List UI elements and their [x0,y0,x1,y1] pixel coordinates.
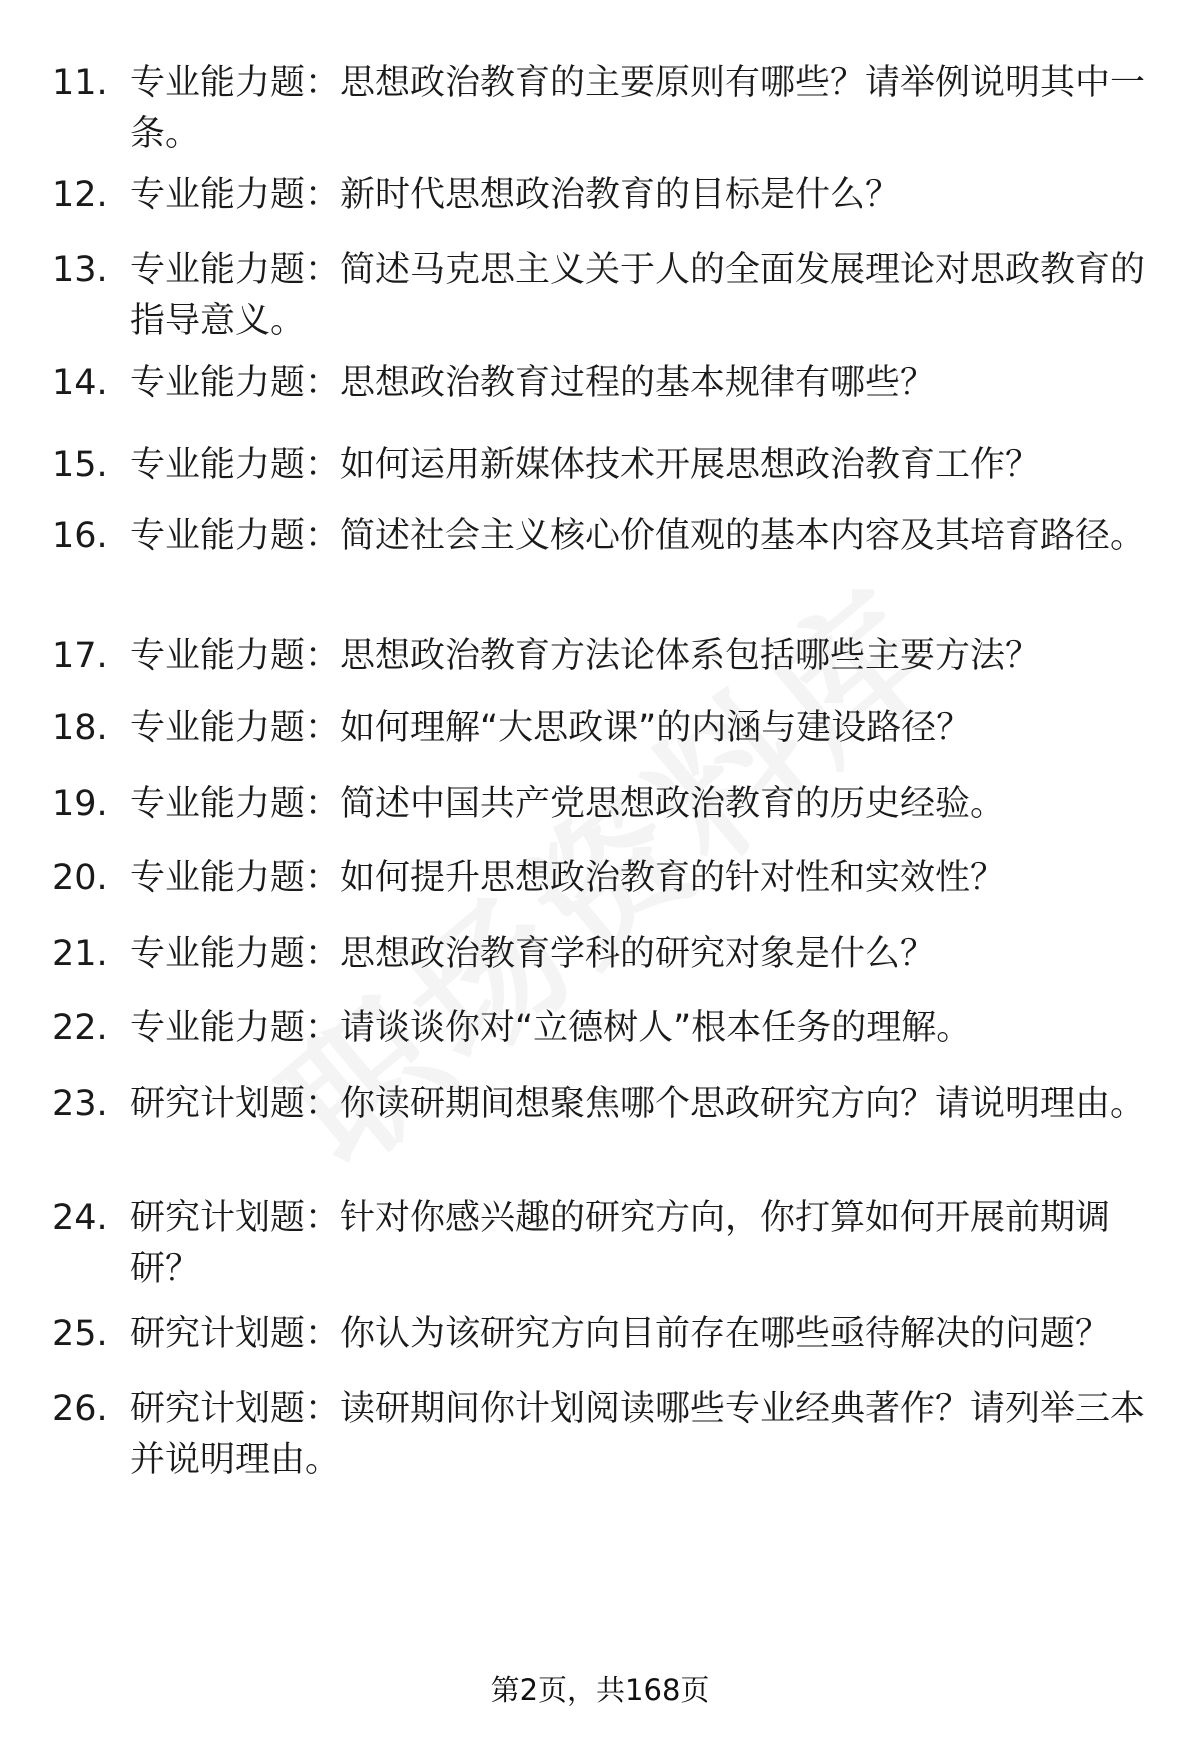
question-text: 专业能力题：简述社会主义核心价值观的基本内容及其培育路径。 [130,516,1146,556]
question-item [52,1079,1152,1130]
question-text: 专业能力题：思想政治教育过程的基本规律有哪些？ [130,363,936,403]
question-number: 22. [52,1008,108,1048]
question-number: 12. [52,175,108,215]
question-item [52,1384,1152,1486]
question-number: 15. [52,445,108,485]
question-text: 专业能力题：思想政治教育学科的研究对象是什么？ [130,934,936,974]
question-number: 14. [52,363,108,403]
question-number: 26. [52,1389,108,1429]
question-text: 研究计划题：你认为该研究方向目前存在哪些亟待解决的问题？ [130,1314,1111,1354]
question-item [52,511,1152,562]
question-number: 16. [52,516,108,556]
question-item [52,1003,1152,1054]
question-text: 研究计划题：针对你感兴趣的研究方向，你打算如何开展前期调研？ [130,1198,1111,1289]
question-number: 20. [52,858,108,898]
question-number: 25. [52,1314,108,1354]
question-item [52,170,1152,221]
page-footer: 第2页，共168页 [490,1673,710,1707]
question-item [52,631,1152,682]
question-item [52,245,1152,347]
question-text: 专业能力题：简述马克思主义关于人的全面发展理论对思政教育的指导意义。 [130,250,1146,341]
question-item [52,440,1152,491]
question-number: 24. [52,1198,108,1238]
question-item [52,929,1152,980]
question-text: 研究计划题：读研期间你计划阅读哪些专业经典著作？请列举三本并说明理由。 [130,1389,1146,1480]
question-item [52,853,1152,904]
question-item [52,1309,1152,1360]
question-item [52,1193,1152,1295]
question-text: 专业能力题：简述中国共产党思想政治教育的历史经验。 [130,784,1006,824]
question-text: 专业能力题：思想政治教育方法论体系包括哪些主要方法？ [130,636,1041,676]
question-item [52,703,1152,754]
question-item [52,358,1152,409]
question-number: 21. [52,934,108,974]
question-text: 专业能力题：如何理解“大思政课”的内涵与建设路径？ [130,708,972,748]
question-number: 19. [52,784,108,824]
question-number: 11. [52,63,108,103]
question-number: 18. [52,708,108,748]
question-number: 23. [52,1084,108,1124]
question-text: 研究计划题：你读研期间想聚焦哪个思政研究方向？请说明理由。 [130,1084,1146,1124]
question-number: 17. [52,636,108,676]
question-text: 专业能力题：思想政治教育的主要原则有哪些？请举例说明其中一条。 [130,63,1146,154]
question-text: 专业能力题：如何提升思想政治教育的针对性和实效性？ [130,858,1006,898]
question-text: 专业能力题：请谈谈你对“立德树人”根本任务的理解。 [130,1008,972,1048]
question-item [52,779,1152,830]
question-number: 13. [52,250,108,290]
question-text: 专业能力题：新时代思想政治教育的目标是什么？ [130,175,901,215]
question-text: 专业能力题：如何运用新媒体技术开展思想政治教育工作？ [130,445,1041,485]
question-item [52,58,1152,160]
